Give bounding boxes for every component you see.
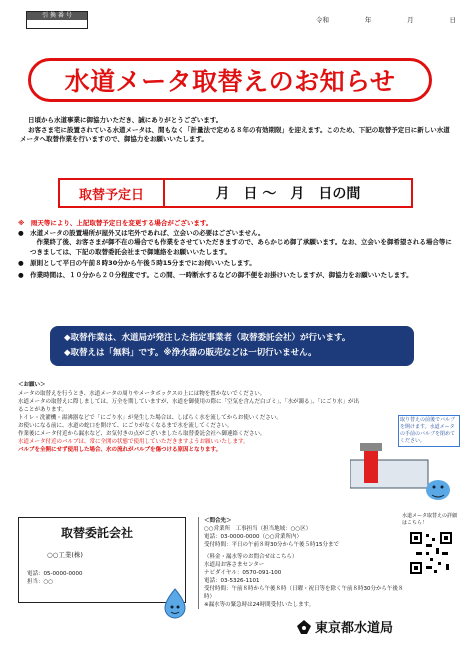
tokyo-emblem-icon	[296, 619, 312, 635]
date-month: 月	[407, 16, 414, 24]
inquiry-line: 電話：03-5326-1101	[204, 578, 260, 584]
page-title: 水道メータ取替えのお知らせ	[64, 67, 396, 96]
logo-text: 東京都水道局	[315, 621, 394, 636]
title-box	[28, 58, 432, 102]
date-year: 年	[364, 16, 372, 24]
highlight-line-1: ◆取替作業は、水道局が発注した指定事業者（取替委託会社）が行います。	[64, 333, 351, 343]
date-line	[316, 16, 456, 26]
inquiry-line: ○○営業所 工事担当（担当地域：○○区）	[204, 526, 312, 532]
request-item: トイレ・洗濯機・湯沸器などで「にごり水」が発生した場合は、しばらく水を流してからお使いください。	[18, 415, 282, 421]
logo	[296, 617, 393, 636]
highlight-box	[50, 326, 414, 366]
intro-text	[20, 116, 456, 145]
request-item: バルブを全開にせず使用した場合、水の流れがバルブを傷つける原因となります。	[18, 447, 222, 453]
qr-note: 水道メータ取替えの詳細はこちら！	[402, 513, 458, 526]
schedule-box	[58, 178, 413, 208]
qr-code[interactable]	[408, 530, 454, 576]
date-era: 令和	[316, 16, 329, 24]
schedule-label: 取替予定日	[60, 180, 165, 206]
request-item: 作業後にメータ付近から漏水など、お気付きの点がございましたら取替委託会社へ御連絡ください。	[18, 431, 266, 437]
company-name: ○○工業(株)	[47, 551, 83, 559]
highlight-line-2: ◆取替えは「無料」です。※浄水器の販売などは一切行いません。	[64, 348, 317, 358]
company-phone: 電話：05-0000-0000	[27, 570, 83, 577]
request-list	[18, 390, 363, 454]
note-attendance: ● 水道メータの設置場所が屋外又は宅外であれば、立会いの必要はございません。	[18, 228, 265, 237]
note-absence: 作業終了後、お客さまが御不在の場合でも作業をさせていただきますので、あらかじめ御了承願います。なお、立会いを御希望される場合等につきましては、下記の取替委託会社まで御連絡をお願いいたします。	[30, 238, 452, 256]
company-person: 担当：○○	[27, 578, 54, 585]
ref-number-box	[26, 11, 88, 29]
company-title: 取替委託会社	[61, 526, 134, 540]
request-item: お使いになる前に、水道の蛇口を開けて、にごりがなくなるまで水を流してください。	[18, 423, 233, 429]
notes-block	[18, 219, 458, 280]
ref-number-label: 引 換 番 号	[27, 12, 87, 20]
valve-illustration	[350, 415, 460, 505]
inquiry-line: 電話：03-0000-0000（○○営業所内）	[204, 534, 303, 540]
mascot-icon	[160, 587, 190, 619]
inquiry-line: ※漏水等の緊急時は24時間受付いたします。	[204, 602, 315, 608]
inquiry-heading: ＜問合先＞	[204, 518, 232, 524]
request-item: 水道メータ付近のバルブは、常に全開の状態で使用していただきますようお願いいたします。	[18, 439, 249, 445]
inquiry-line: ナビダイヤル：0570-091-100	[204, 570, 282, 576]
request-item: 水道メータの取替えに際しましては、万全を期していますが、水道を御使用の際に「空気を含んだ白ゴミ」、「水が濁る」、「にごり水」が出ることがあります。	[18, 399, 360, 413]
intro-line-1: 日頃から水道事業に御協力いただき、誠にありがとうございます。	[28, 116, 223, 124]
inquiry-line: 受付時間：午前８時から午後８時（日曜・祝日等を除く午前８時30分から午後８時）	[204, 586, 404, 600]
inquiry-line: （料金・漏水等のお問合せはこちら）	[204, 554, 298, 560]
note-hours: ● 原則として平日の午前８時30分から午後５時15分までにお伺いいたします。	[18, 259, 256, 267]
note-duration: ● 作業時間は、１０分から２０分程度です。この間、一時断水するなどの御不便をお掛けいたしますが、御協力をお願いいたします。	[18, 270, 413, 279]
schedule-value: 月 日 ～ 月 日の間	[215, 186, 361, 202]
note-rain: ※ 雨天等により、上記取替予定日を変更する場合がございます。	[18, 219, 213, 227]
valve-note: 取り替えの前後でバルブを開けます。水道メータの手前のバルブを閉めてください。	[398, 415, 460, 447]
intro-line-2: お客さま宅に設置されている水道メータは、間もなく「計量法で定める８年の有効期限」を迎えます。このため、下記の取替予定日に新しい水道メータへ取替作業を行いますので、御協力をお願いいたします。	[20, 125, 450, 143]
inquiry-line: 水道局お客さまセンター	[204, 562, 265, 568]
date-day: 日	[449, 16, 456, 24]
request-heading: ＜お願い＞	[18, 382, 46, 388]
inquiry-line: 受付時間：平日の午前８時30分から午後５時15分まで	[204, 542, 339, 548]
inquiry-block	[198, 517, 404, 609]
request-item: メータの取替えを行うとき、水道メータの周りやメータボックスの上には物を置かないでください。	[18, 391, 266, 397]
